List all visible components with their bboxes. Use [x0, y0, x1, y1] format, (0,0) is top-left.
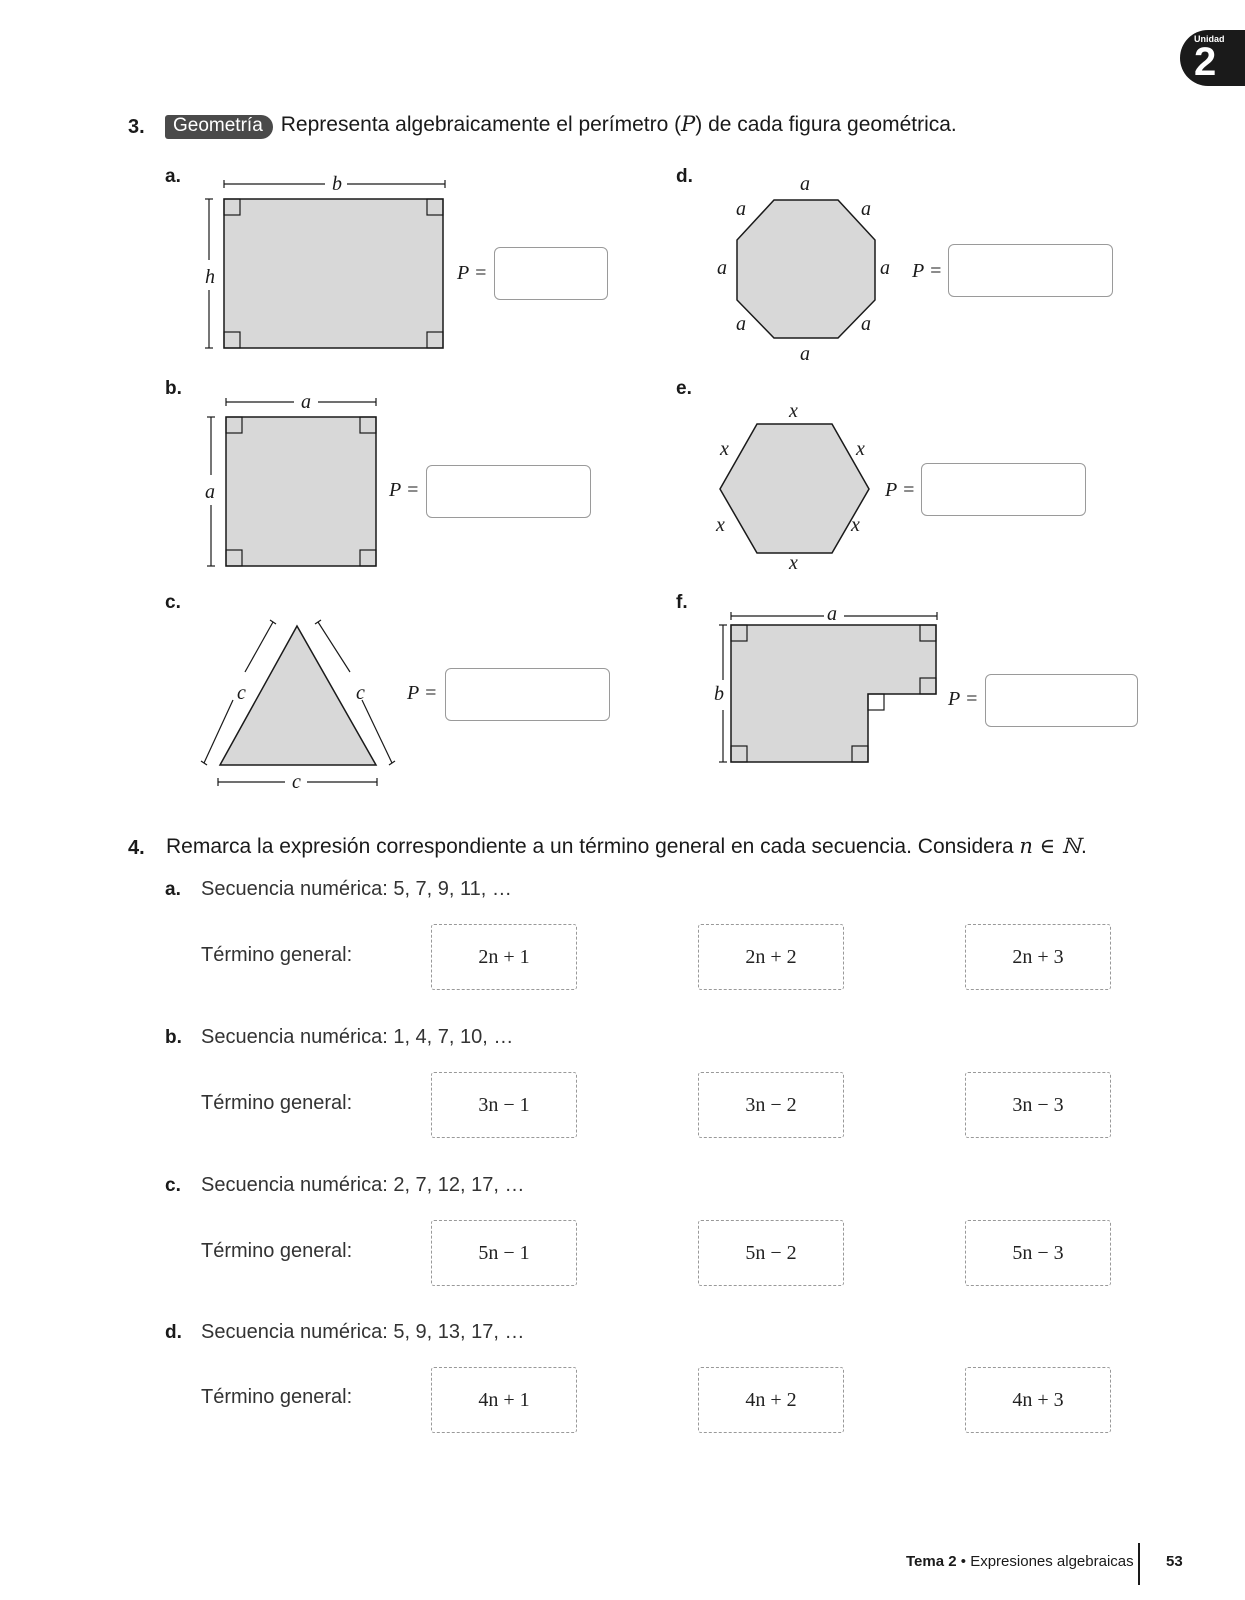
q4b-option-2[interactable]: 3n − 2	[698, 1072, 844, 1138]
octagon-label-tl: a	[736, 198, 746, 220]
q3-prompt-var: P	[681, 112, 696, 136]
q3d-letter: d.	[676, 166, 693, 187]
q3a-p-label: P =	[457, 262, 488, 284]
q4c-option-1[interactable]: 5n − 1	[431, 1220, 577, 1286]
octagon-label-br: a	[861, 313, 871, 335]
q3d-p-label: P =	[912, 260, 943, 282]
q3a-letter: a.	[165, 166, 181, 187]
q4b-term-label: Término general:	[201, 1092, 353, 1114]
hexagon-label-tl: x	[720, 438, 729, 460]
rect-label-h: h	[205, 266, 215, 288]
octagon-label-bottom: a	[800, 343, 810, 365]
q3e-p-label: P =	[885, 479, 916, 501]
triangle-label-bottom: c	[292, 771, 301, 793]
q4a-letter: a.	[165, 879, 181, 900]
figure-triangle	[201, 620, 395, 786]
q4a-option-3[interactable]: 2n + 3	[965, 924, 1111, 990]
figure-l-shape	[719, 612, 937, 762]
q4d-term-label: Término general:	[201, 1386, 353, 1408]
figure-square	[207, 398, 376, 566]
q3d-answer-box[interactable]	[948, 244, 1113, 297]
q4d-option-3[interactable]: 4n + 3	[965, 1367, 1111, 1433]
hexagon-label-top: x	[789, 400, 798, 422]
q4a-option-1[interactable]: 2n + 1	[431, 924, 577, 990]
q3-number: 3.	[128, 116, 145, 138]
footer-topic	[906, 1553, 1134, 1570]
lshape-label-a: a	[827, 603, 837, 625]
octagon-label-tr: a	[861, 198, 871, 220]
q3f-p-label: P =	[948, 688, 979, 710]
octagon-label-right: a	[880, 257, 890, 279]
q3f-answer-box[interactable]	[985, 674, 1138, 727]
hexagon-label-bl: x	[716, 514, 725, 536]
hexagon-label-br: x	[851, 514, 860, 536]
unit-number: 2	[1194, 40, 1217, 84]
q4a-option-2[interactable]: 2n + 2	[698, 924, 844, 990]
q3c-letter: c.	[165, 592, 181, 613]
q4b-option-1[interactable]: 3n − 1	[431, 1072, 577, 1138]
q4-number: 4.	[128, 837, 145, 859]
q3c-answer-box[interactable]	[445, 668, 610, 721]
q4d-sequence: Secuencia numérica: 5, 9, 13, 17, …	[201, 1321, 525, 1343]
q4d-option-2[interactable]: 4n + 2	[698, 1367, 844, 1433]
q3-prompt-pre: Representa algebraicamente el perímetro (	[280, 113, 682, 136]
square-label-side: a	[205, 481, 215, 503]
square-label-top: a	[301, 391, 311, 413]
rect-label-b: b	[332, 173, 342, 195]
hexagon-label-bottom: x	[789, 552, 798, 574]
q4c-option-3[interactable]: 5n − 3	[965, 1220, 1111, 1286]
footer-topic-name: Tema 2	[906, 1553, 957, 1570]
q4d-letter: d.	[165, 1322, 182, 1343]
footer-bullet: •	[960, 1553, 967, 1570]
q4-prompt-math: n ∈ ℕ	[1019, 834, 1081, 858]
q4-prompt-post: .	[1080, 835, 1087, 858]
q4c-option-2[interactable]: 5n − 2	[698, 1220, 844, 1286]
figure-rectangle	[205, 180, 445, 348]
geometry-tag: Geometría	[165, 115, 273, 139]
q3b-letter: b.	[165, 378, 182, 399]
triangle-label-left: c	[237, 682, 246, 704]
page-number: 53	[1166, 1553, 1183, 1570]
q3b-p-label: P =	[389, 479, 420, 501]
q4b-sequence: Secuencia numérica: 1, 4, 7, 10, …	[201, 1026, 514, 1048]
octagon-label-top: a	[800, 173, 810, 195]
q3e-answer-box[interactable]	[921, 463, 1086, 516]
q4c-sequence: Secuencia numérica: 2, 7, 12, 17, …	[201, 1174, 525, 1196]
octagon-label-left: a	[717, 257, 727, 279]
q4b-letter: b.	[165, 1027, 182, 1048]
triangle-label-right: c	[356, 682, 365, 704]
q3b-answer-box[interactable]	[426, 465, 591, 518]
lshape-label-b: b	[714, 683, 724, 705]
q4a-term-label: Término general:	[201, 944, 353, 966]
q4a-sequence: Secuencia numérica: 5, 7, 9, 11, …	[201, 878, 512, 900]
q3-prompt-post: ) de cada figura geométrica.	[695, 113, 957, 136]
hexagon-label-tr: x	[856, 438, 865, 460]
q4b-option-3[interactable]: 3n − 3	[965, 1072, 1111, 1138]
figure-octagon	[737, 200, 875, 338]
octagon-label-bl: a	[736, 313, 746, 335]
footer-subtitle: Expresiones algebraicas	[970, 1553, 1134, 1570]
q3c-p-label: P =	[407, 682, 438, 704]
q3e-letter: e.	[676, 378, 692, 399]
q4c-letter: c.	[165, 1175, 181, 1196]
q4c-term-label: Término general:	[201, 1240, 353, 1262]
q3f-letter: f.	[676, 592, 688, 613]
unit-label: Unidad	[1194, 34, 1225, 44]
q4-prompt-pre: Remarca la expresión correspondiente a un término general en cada secuencia. Considera	[166, 835, 1020, 858]
q4d-option-1[interactable]: 4n + 1	[431, 1367, 577, 1433]
q3a-answer-box[interactable]	[494, 247, 608, 300]
footer-divider	[1138, 1543, 1140, 1585]
q4-prompt	[166, 834, 1087, 859]
figure-hexagon	[720, 424, 869, 553]
